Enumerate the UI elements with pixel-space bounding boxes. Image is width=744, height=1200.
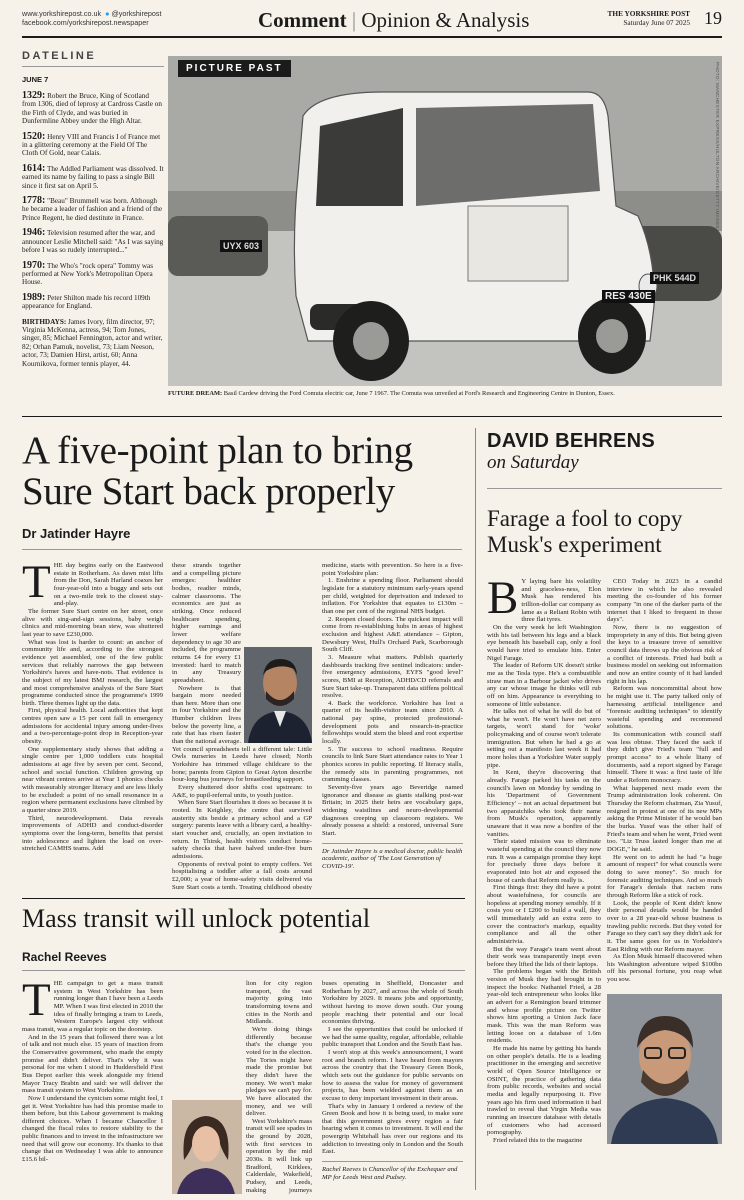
surestart-headline: A five-point plan to bring Sure Start back properly bbox=[22, 429, 413, 513]
header-contact bbox=[22, 9, 161, 27]
dateline-entries bbox=[22, 92, 164, 311]
behrens-sub: on Saturday bbox=[487, 452, 579, 473]
transit-dropcap: T bbox=[22, 980, 51, 1026]
dateline-year: 1989: bbox=[22, 291, 46, 303]
dateline-entry bbox=[22, 259, 164, 287]
paragraph: lion for city region transport, the vast majority going into transforming towns and cities in the North and Midlands. bbox=[246, 980, 312, 1026]
paper-date: Saturday June 07 2025 bbox=[623, 18, 690, 27]
paragraph: Now, there is no suggestion of impropriety in any of this. But being given the keys to a treasure trove of sensitive council data throws up the obvious risk of a conflict of interests. Fried had built a business model on seeking out information and now an entire county of it had landed right in his lap. bbox=[607, 623, 722, 685]
paragraph: buses operating in Sheffield, Doncaster and Rotherham by 2027, and across the whole of South Yorkshire by 2029. It means jobs and opportunity, without having to move down south. Our young people reaching their potential and our local economies thriving. bbox=[322, 980, 463, 1026]
behrens-dropcap: B bbox=[487, 578, 519, 624]
paragraph: He went on to admit he had "a huge amount of respect" for what councils were doing to save money". So much for forensic auditing techniques. And so much for Farage's denials that racism runs through Reform like a stick of rock. bbox=[607, 853, 722, 899]
plate-main: RES 430E bbox=[602, 290, 655, 303]
paragraph: In Kent, they're discovering that already. Farage parked his tanks on the council's lawn on Monday by sending in his 'Department of Government Efficiency' – not an actual department but two apparatchiks who took their name from Musk's operation, apparently unaware that it was now a bonfire of the vanities. bbox=[487, 769, 601, 838]
dateline-text: Robert the Bruce, King of Scotland from 1306, died of leprosy at Cardross Castle on the Firth of Clyde, and was buried in Dunfermline Abbey under the High Altar. bbox=[22, 92, 162, 126]
transit-footnote: Rachel Reeves is Chancellor of the Exchequer and MP for Leeds West and Pudsey. bbox=[322, 1166, 458, 1181]
paragraph: 1. Enshrine a spending floor. Parliament should legislate for a statutory minimum early-years spend per child, weighted for deprivation and indexed to inflation. For Yorkshire that equates to £130m – than one per cent of the regional NHS budget. bbox=[322, 577, 463, 615]
paragraph: HE campaign to get a mass transit system in West Yorkshire has been running longer than I have been a Leeds MP. When I was first elected in 2010 the idea of finally bringing a tram to Leeds, Western Europe's largest city without mass transit, was a regular topic on the doorstep. bbox=[22, 980, 163, 1033]
dateline-entry bbox=[22, 130, 164, 158]
paragraph: He made his name by getting his hands on other people's details. He is a leading practitioner in the emerging and secretive world of Open Source Intelligence or OSINT, the practice of gathering data from public records, websites and social media and legally repurposing it. Five years ago his firm used information it had trawled to reveal that Virgin Media was running an insecure database with details of customers who had accessed pornography. bbox=[487, 1045, 601, 1137]
midpage-rule bbox=[22, 898, 465, 899]
author-photo-behrens bbox=[607, 994, 722, 1144]
author-photo-reeves bbox=[172, 1100, 242, 1194]
caption-text: Basil Cardew driving the Ford Comuta electric car, June 7 1967. The Comuta was unveiled at Ford's Research and Engineering Centre in Dunton, Essex. bbox=[223, 390, 615, 397]
dateline-text: "Beau" Brummell was born. Although he became a leader of fashion and a friend of the Prince Regent, he died destitute in France. bbox=[22, 197, 163, 222]
paragraph: The former Sure Start centre on her street, once alive with sing-and-sign sessions, baby weigh clinics and mid-morning bean stew, was shuttered last year to save £230,000. bbox=[22, 607, 163, 638]
dateline-year: 1329: bbox=[22, 90, 46, 101]
section-divider: | bbox=[346, 8, 362, 32]
surestart-col-2 bbox=[172, 562, 312, 890]
dateline bbox=[22, 50, 164, 368]
transit-byline-rule bbox=[22, 970, 465, 971]
dateline-year: 1520: bbox=[22, 130, 46, 142]
dateline-entry bbox=[22, 92, 164, 126]
dateline-label: DATELINE bbox=[22, 50, 97, 62]
facebook-link[interactable]: facebook.com/yorkshirepost.newspaper bbox=[22, 18, 149, 27]
paragraph: Fried related this to the magazine bbox=[493, 1136, 583, 1144]
paragraph: HE day begins early on the Eastwood estate in Rotherham. As dawn mist lifts from the Don, Sarah Harland coaxes her four-year-old into a buggy and sets out on a two-mile trek to the closest stay-and-play. bbox=[53, 562, 163, 608]
birthdays-label: BIRTHDAYS: bbox=[22, 317, 67, 326]
paragraph: CEO Today in 2023 in a candid interview in which he also revealed meeting the co-founder of his former company "in one of the darker parts of the internet that I liked to frequent in those days". bbox=[607, 578, 722, 624]
paragraph: these strands together and a compelling picture emerges: healthier bodies, readier minds, calmer classrooms. The economics are just as striking. Once reduced healthcare spending, higher earnings and lower welfare dependency to age 30 are included, the programme returns £4 for every £1 invested: hard to match in any Treasury spreadsheet. bbox=[172, 562, 241, 684]
dateline-text: Henry VIII and Francis I of France met in a glittering ceremony at the Field Of The Cloth Of Gold, near Calais. bbox=[22, 132, 161, 158]
paragraph: 2. Reopen closed doors. The quickest impact will come from re-establishing hubs in areas of highest exclusion and highest A&E attendance – Gipton, Dewsbury West, Hull's Orchard Park, Scarborough South Cliff. bbox=[322, 615, 463, 654]
paragraph: Now I understand the cynicism some might feel, I get it. West Yorkshire has had this promise made to them before, but this Labour government is making different choices. When I became Chancellor I changed the fiscal rules to restore stability to the public finances and to invest in the infrastructure we need that will grow our economy. It's thanks to that change that on Wednesday I was able to announce £15.6 bil- bbox=[22, 1094, 163, 1164]
behrens-col-2 bbox=[607, 578, 722, 1194]
paragraph: We're doing things differently because that's the change you voted for in the election. The Tories might have made the promise but they didn't have the money. We won't make pledges we can't pay for. We have allocated the money, and we will deliver. bbox=[246, 1025, 312, 1118]
paragraph: First things first: they did have a point about wastefulness, for councils are hopeless at spending money sensibly. If it costs you or I £200 to build a wall, they will immediately add an extra zero to cover the contractor's markup, equality compliance and all the other administrivia. bbox=[487, 884, 601, 945]
website-link[interactable]: www.yorkshirepost.co.uk bbox=[22, 9, 102, 18]
surestart-footnote: Dr Jatinder Hayre is a medical doctor, public health academic, author of 'The Lost Generation of COVID-19'. bbox=[322, 847, 463, 870]
paragraph: 5. Tie success to school readiness. Require councils to link Sure Start attendance rates to Year 1 phonics scores in public reporting. If literacy stalls, the remedy sits in parenting programmes, not cramming classes. bbox=[322, 745, 463, 784]
paragraph: And in the 15 years that followed there was a lot of talk and not much else. 15 years of inaction from the Conservative government, who made the empty promise and didn't deliver. That's why it was personal for me when I stood in Huddersfield First Bus Depot earlier this week alongside my friend Mayor Tracy Brabin and said: we will deliver the mass transit system to West Yorkshire. bbox=[22, 1033, 163, 1095]
paragraph: I see the opportunities that could be unlocked if we had the same quality, regular, affordable, reliable public transport that London and the South East has. bbox=[322, 1025, 463, 1049]
paragraph: Seventy-five years ago Beveridge named ignorance and disease as giants stalking post-war Britain; in 2025 their heirs are vocabulary gaps, widening waistlines and neuro-developmental diagnoses creeping up classroom registers. We already possess a shield: a restored, universal Sure Start. bbox=[322, 784, 463, 837]
paragraph: Y laying bare his volatility and graceless-ness, Elon Musk has rendered his trillion-dollar car company as lame as a Reliant Robin with three flat tyres. bbox=[521, 578, 601, 624]
picture-bottom-rule bbox=[22, 416, 722, 417]
car-photo bbox=[168, 56, 722, 386]
paragraph: Nowhere is that bargain more needed than here. More than one in four Yorkshire and the Humber children lives below the poverty line, a rate that has risen faster than the national average. Yet council spreadsheets tell a different tale: Little Owls nurseries in Leeds have closed; North Yorkshire has trimmed village childcare to the bone; parents from Gipton to Great Ayton describe hour-long bus journeys for breastfeeding support. bbox=[172, 684, 312, 784]
dateline-year: 1970: bbox=[22, 259, 46, 271]
paragraph: One supplementary study shows that adding a single centre per 1,000 toddlers cuts hospital admissions at age five by seven per cent. Second, school and social function. Children growing up near vibrant centres arrive at Year 1 phonics checks with measurably stronger literacy and are less likely to be excluded: a point of no small resonance in a region where permanent exclusions have climbed by a quarter since 2019. bbox=[22, 745, 163, 814]
section-title-sub: Opinion & Analysis bbox=[361, 8, 530, 32]
section-title bbox=[258, 8, 529, 32]
paragraph: I won't stop at this week's announcement, I want root and branch reform. I have heard from mayors across the country that the Treasury Green Book, which sets out the guidance for public servants on how to assess the value for money of government projects, has been wielded against them as an excuse to deny important investment in their areas. bbox=[322, 1048, 463, 1102]
twitter-icon: ● bbox=[105, 9, 110, 18]
behrens-name-rule bbox=[487, 488, 722, 489]
photo-credit: PHOTO: MANCHESTER EXPRESS/HULTON ARCHIVE/GETTY IMAGES bbox=[715, 62, 720, 229]
dateline-text: The Who's "rock opera" Tommy was performed at New York's Metropolitan Opera House. bbox=[22, 261, 154, 287]
dateline-text: Peter Shilton made his record 109th appearance for England. bbox=[22, 293, 151, 311]
paragraph: Reform was noncommittal about how he might use it. The party talked only of harnessing artificial intelligence and "forensic auditing techniques" to identify wasteful spending and recommend solutions. bbox=[607, 685, 722, 731]
plate-left: UYX 603 bbox=[220, 240, 262, 252]
paragraph: Its communication with council staff was less obtuse. They faced the sack if they didn't give Fried's team "full and prompt access" to a whole litany of documents, said a report signed by Farage himself. There it was: a first taste of life under a Reform monocracy. bbox=[607, 731, 722, 785]
header-paper bbox=[608, 9, 690, 27]
paper-name: THE YORKSHIRE POST bbox=[607, 9, 690, 18]
transit-col-1 bbox=[22, 980, 163, 1194]
section-title-main: Comment bbox=[258, 8, 347, 32]
paragraph: What happened next made even the Trump administration look coherent. On Thursday the Reform chairman, Zia Yusuf, resigned in protest at one of its new MPs asking the Prime Minister if he would ban the burka. Yusuf was the other half of Fried's team and when he went, Fried went too. "Liz Truss lasted longer than me at DOGE," he said. bbox=[607, 784, 722, 853]
paragraph: Third, neurodevelopment. Data reveals improvements of ADHD and conduct-disorder symptoms over the long-term, benefits that persist into adolescence and lighten the load on over-stretched CAMHS teams. Add bbox=[22, 814, 163, 853]
paragraph: He talks not of what he will do but of what he won't. He won't have net zero targets, won't stand for 'woke' policymaking and of course won't tolerate immigration. But when he had a go at setting out a manifesto last week it had more holes than a Yorkshire Water supply pipe. bbox=[487, 708, 601, 769]
dateline-year: 1778: bbox=[22, 195, 46, 207]
dateline-year: 1614: bbox=[22, 162, 46, 174]
paragraph: When Sure Start flourishes it does so because it is rooted. In Keighley, the centre that survived austerity sits beside a primary school and a GP surgery: parents leave with a library card, a healthy-start voucher and, crucially, an open invitation to return. In Thirsk, health visitors conduct home-safety checks that have halved under-five burn admissions. bbox=[172, 799, 312, 860]
transit-col-3 bbox=[322, 980, 463, 1194]
paragraph: Every shuttered door shifts cost upstream: to A&E, to pupil-referral units, to youth justice. bbox=[172, 784, 312, 799]
birthdays-text: James Ivory, film director, 97; Virginia McKenna, actress, 94; Tom Jones, singer, 85; Michael Fennington, actor and writer, 82; Orhan Pamuk, novelist, 73; Liam Neeson, actor, 73; Damien Hirst, artist, 60; Anna Kournikova, former tennis player, 44. bbox=[22, 317, 163, 368]
dateline-entry bbox=[22, 291, 164, 311]
transit-col-2 bbox=[172, 980, 312, 1194]
transit-headline: Mass transit will unlock potential bbox=[22, 904, 371, 933]
paragraph: The leader of Reform UK doesn't strike me as the Tesla type. He's a combustible straw man in a Barbour jacket who drives any car whose image he thinks will rub off on him. Appearance is everything to someone of little substance. bbox=[487, 662, 601, 708]
paragraph: Opponents of revival point to empty coffers. Yet hospitalising a toddler after a fall costs around £2,000; a year of home-safety visits delivered via Sure Start costs a tenth. Treating childhood obesity bbox=[172, 860, 312, 890]
paragraph: medicine, starts with prevention. So here is a five-point Yorkshire plan: bbox=[322, 562, 463, 577]
author-photo-hayre bbox=[244, 647, 312, 743]
paragraph: Look, the people of Kent didn't know their personal details would be handed over to a 28 year-old whose business is trawling public records. But they voted for Farage so they can't say they didn't ask for it. The same goes for us in Yorkshire's East Riding with our Reform mayor. bbox=[607, 899, 722, 953]
birthdays bbox=[22, 318, 164, 368]
paragraph: On the very week he left Washington with his tail between his legs and a black eye beneath his baseball cap, only a fool would have tried to emulate him. Enter Nigel Farage. bbox=[487, 623, 601, 662]
dateline-entry bbox=[22, 197, 164, 222]
dateline-text: Television resumed after the war, and announcer Leslie Mitchell said: "As I was saying before I was so rudely interrupted..." bbox=[22, 229, 164, 255]
picture-past bbox=[168, 56, 722, 404]
picture-past-label: PICTURE PAST bbox=[178, 60, 291, 77]
dateline-year: 1946: bbox=[22, 227, 46, 239]
plate-right: PHK 544D bbox=[650, 272, 699, 284]
surestart-col-3 bbox=[322, 562, 463, 890]
behrens-name: DAVID BEHRENS bbox=[487, 430, 655, 452]
paragraph: 3. Measure what matters. Publish quarterly dashboards tracking five sentinel indicators: under-five emergency admissions, EYFS "good level" scores, BMI at Reception, ADHD/CD referrals and Sure Start take-up. Transparent data stiffens political resolve. bbox=[322, 653, 463, 700]
behrens-divider bbox=[475, 428, 476, 1190]
dateline-date: JUNE 7 bbox=[22, 75, 49, 84]
surestart-dropcap: T bbox=[22, 562, 51, 608]
paragraph: First, physical health. Local authorities that kept centres open saw a 15 per cent fall in emergency admissions for accidental injury among under-fives and a two-percentage-point drop in Reception-year obesity. bbox=[22, 707, 163, 746]
behrens-headline: Farage a fool to copy Musk's experiment bbox=[487, 506, 683, 557]
paragraph: What was lost is harder to count: an anchor of community life and, according to the strongest evidence yet assembled, one of the few public services that reliably narrows the gap between Yorkshire's haves and have-nots. That evidence is the subject of my latest BMJ research, the largest and most comprehensive analysis of the Sure Start programme conducted since the programme's 1999 birth. Three themes light up the data. bbox=[22, 638, 163, 707]
surestart-byline: Dr Jatinder Hayre bbox=[22, 526, 131, 541]
transit-byline: Rachel Reeves bbox=[22, 950, 107, 964]
caption-label: FUTURE DREAM: bbox=[168, 390, 223, 397]
photo-caption bbox=[168, 386, 722, 404]
header-rule bbox=[22, 36, 722, 38]
surestart-byline-rule bbox=[22, 549, 462, 550]
behrens-col-1 bbox=[487, 578, 601, 1194]
dateline-entry bbox=[22, 162, 164, 190]
paragraph: That's why in January I ordered a review of the Green Book and how it is being used, to make sure that this government gives every region a fair hearing when it comes to investment. It will end the powergrip Whitehall has over our regions and its addiction to investing only in London and the South East. bbox=[322, 1102, 463, 1156]
page-number: 19 bbox=[704, 8, 722, 28]
paragraph: West Yorkshire's mass transit will see spades in the ground by 2028, with first services in operation by the mid 2030s. It will link up Bradford, Kirklees, Calderdale, Wakefield, Pudsey, and Leeds, making journeys bbox=[246, 1117, 312, 1194]
dateline-text: The Addled Parliament was dissolved. It earned its name by failing to pass a single Bill since it first sat on April 5. bbox=[22, 164, 164, 190]
paragraph: As Elon Musk himself discovered when his Washington adventure wiped $100bn off his personal fortune, you reap what you sow. bbox=[607, 953, 722, 984]
dateline-entry bbox=[22, 229, 164, 254]
surestart-col-1 bbox=[22, 562, 163, 890]
paragraph: The problems began with the British version of Musk they had brought in to inspect the books: Nathaniel Fried, a 28 year-old tech entrepreneur who looks like an advert for a Remington beard trimmer and whose profile picture on Twitter shows him sporting a Union Jack face mask. This was the man Reform was letting loose on a database of 1.6m residents. bbox=[487, 968, 601, 1045]
twitter-handle[interactable]: @yorkshirepost bbox=[111, 9, 162, 18]
paragraph: 4. Back the workforce. Yorkshire has lost a quarter of its health-visitor team since 2010. A national pay spine, protected professional-development pots and research-in-practice fellowships would stem the bleed and root expertise locally. bbox=[322, 699, 463, 746]
paragraph: But the way Farage's team went about their work was transparently inept even before they lifted the lids of their laptops. bbox=[487, 945, 601, 968]
paragraph: Their stated mission was to eliminate wasteful spending at the council they now run. It was a campaign promise they kept for precisely three days before it evaporated into hot air and exposed the house of cards that Reform really is. bbox=[487, 838, 601, 884]
